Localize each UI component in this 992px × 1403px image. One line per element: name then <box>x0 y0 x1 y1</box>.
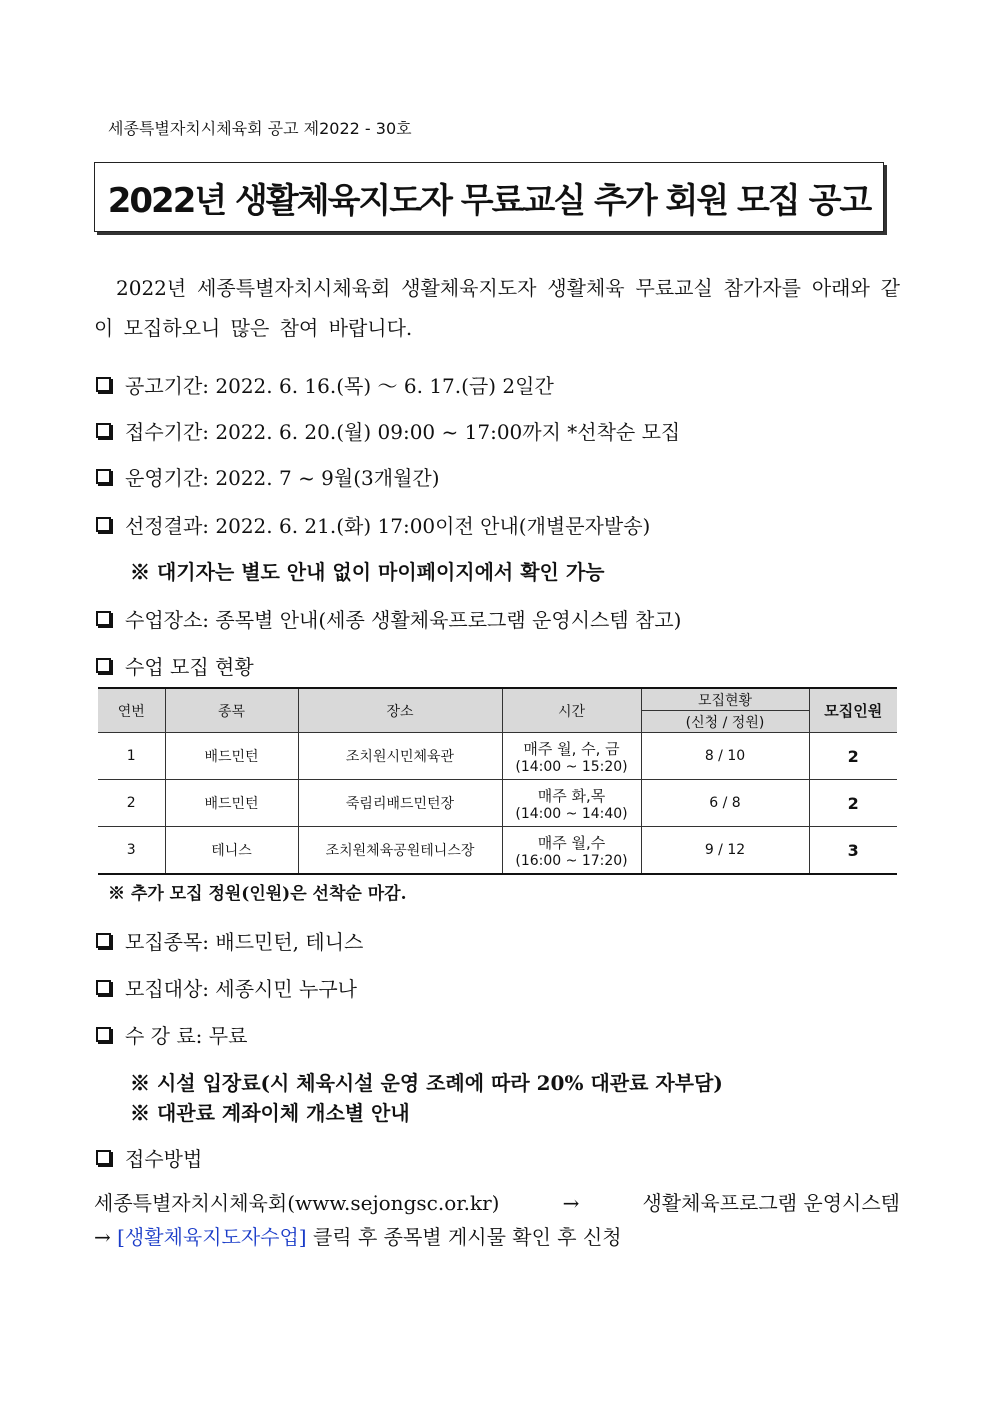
cell-time-hours: (16:00 ~ 17:20) <box>515 852 628 869</box>
cell-count: 3 <box>809 827 897 875</box>
fee-note-1: ※ 시설 입장료(시 체육시설 운영 조례에 따라 20% 대관료 자부담) <box>130 1071 723 1095</box>
cell-time-days: 매주 화,목 <box>537 786 606 805</box>
checkbox-bullet-icon <box>96 658 111 673</box>
arrow-right-icon: → <box>94 1225 111 1249</box>
checkbox-bullet-icon <box>96 1150 111 1165</box>
intro-paragraph: 2022년 세종특별자치시체육회 생활체육지도자 생활체육 무료교실 참가자를 아래와 같이 모집하오니 많은 참여 바랍니다. <box>94 276 900 340</box>
checkbox-bullet-icon <box>96 469 111 484</box>
cell-place: 조치원체육공원테니스장 <box>298 827 502 875</box>
method-heading-text: 접수방법 <box>125 1147 203 1171</box>
cell-status: 9 / 12 <box>641 827 809 875</box>
cell-no: 1 <box>98 733 165 780</box>
cell-no: 2 <box>98 780 165 827</box>
table-row <box>98 827 897 875</box>
header-count: 모집인원 <box>809 688 897 733</box>
cell-status: 8 / 10 <box>641 733 809 780</box>
method-line-2 <box>94 1220 900 1254</box>
header-status-sub: (신청 / 정원) <box>641 711 809 733</box>
notice-period-text: 공고기간: 2022. 6. 16.(목) ～ 6. 17.(금) 2일간 <box>125 374 554 398</box>
cell-place: 조치원시민체육관 <box>298 733 502 780</box>
checkbox-bullet-icon <box>96 423 111 438</box>
status-heading-item <box>96 651 254 680</box>
header-status: 모집현황 <box>641 688 809 711</box>
venue-item <box>96 604 681 633</box>
cell-status: 6 / 8 <box>641 780 809 827</box>
arrow-right-icon: → <box>562 1191 580 1215</box>
cell-time <box>502 733 641 780</box>
header-sport: 종목 <box>165 688 298 733</box>
venue-text: 수업장소: 종목별 안내(세종 생활체육프로그램 운영시스템 참고) <box>125 608 682 632</box>
cell-time-hours: (14:00 ~ 14:40) <box>515 805 628 822</box>
cell-count: 2 <box>809 780 897 827</box>
table-row <box>98 733 897 780</box>
cell-time <box>502 827 641 875</box>
cell-count: 2 <box>809 733 897 780</box>
sports-item <box>96 926 363 955</box>
fee-text: 수 강 료: 무료 <box>125 1024 248 1048</box>
method-heading-item <box>96 1143 202 1172</box>
checkbox-bullet-icon <box>96 611 111 626</box>
method-site-text: 세종특별자치시체육회(www.sejongsc.or.kr) <box>94 1191 500 1215</box>
application-period-item <box>96 416 680 445</box>
checkbox-bullet-icon <box>96 377 111 392</box>
target-text: 모집대상: 세종시민 누구나 <box>125 977 357 1001</box>
method-instruction-text: 클릭 후 종목별 게시물 확인 후 신청 <box>312 1225 622 1249</box>
title-box <box>94 162 884 232</box>
notice-period-item <box>96 370 554 399</box>
status-heading-text: 수업 모집 현황 <box>125 655 254 679</box>
waitlist-note: ※ 대기자는 별도 안내 없이 마이페이지에서 확인 가능 <box>130 560 605 584</box>
checkbox-bullet-icon <box>96 980 111 995</box>
cell-sport: 배드민턴 <box>165 733 298 780</box>
application-method <box>94 1186 900 1254</box>
program-link[interactable]: [생활체육지도자수업] <box>117 1225 307 1249</box>
checkbox-bullet-icon <box>96 1027 111 1042</box>
selection-result-item <box>96 510 650 539</box>
fee-item <box>96 1020 247 1049</box>
page-title: 2022년 생활체육지도자 무료교실 추가 회원 모집 공고 <box>107 180 871 221</box>
method-system-text: 생활체육프로그램 운영시스템 <box>642 1191 900 1215</box>
cell-sport: 배드민턴 <box>165 780 298 827</box>
checkbox-bullet-icon <box>96 517 111 532</box>
method-line-1 <box>94 1186 900 1220</box>
table-note: ※ 추가 모집 정원(인원)은 선착순 마감. <box>108 884 407 904</box>
target-item <box>96 973 357 1002</box>
table-row <box>98 780 897 827</box>
recruitment-status-table <box>98 687 897 875</box>
fee-note-2: ※ 대관료 계좌이체 개소별 안내 <box>130 1101 410 1125</box>
selection-result-text: 선정결과: 2022. 6. 21.(화) 17:00이전 안내(개별문자발송) <box>125 514 651 538</box>
cell-no: 3 <box>98 827 165 875</box>
header-time: 시간 <box>502 688 641 733</box>
checkbox-bullet-icon <box>96 933 111 948</box>
header-no: 연번 <box>98 688 165 733</box>
cell-place: 죽림리배드민턴장 <box>298 780 502 827</box>
application-period-text: 접수기간: 2022. 6. 20.(월) 09:00 ~ 17:00까지 *선착순 모집 <box>125 420 681 444</box>
cell-sport: 테니스 <box>165 827 298 875</box>
header-place: 장소 <box>298 688 502 733</box>
notice-number: 세종특별자치시체육회 공고 제2022 - 30호 <box>108 119 412 138</box>
sports-text: 모집종목: 배드민턴, 테니스 <box>125 930 364 954</box>
operation-period-text: 운영기간: 2022. 7 ~ 9월(3개월간) <box>125 466 440 490</box>
operation-period-item <box>96 462 440 491</box>
cell-time-days: 매주 월, 수, 금 <box>523 739 620 758</box>
cell-time <box>502 780 641 827</box>
cell-time-hours: (14:00 ~ 15:20) <box>515 758 628 775</box>
cell-time-days: 매주 월,수 <box>537 833 606 852</box>
